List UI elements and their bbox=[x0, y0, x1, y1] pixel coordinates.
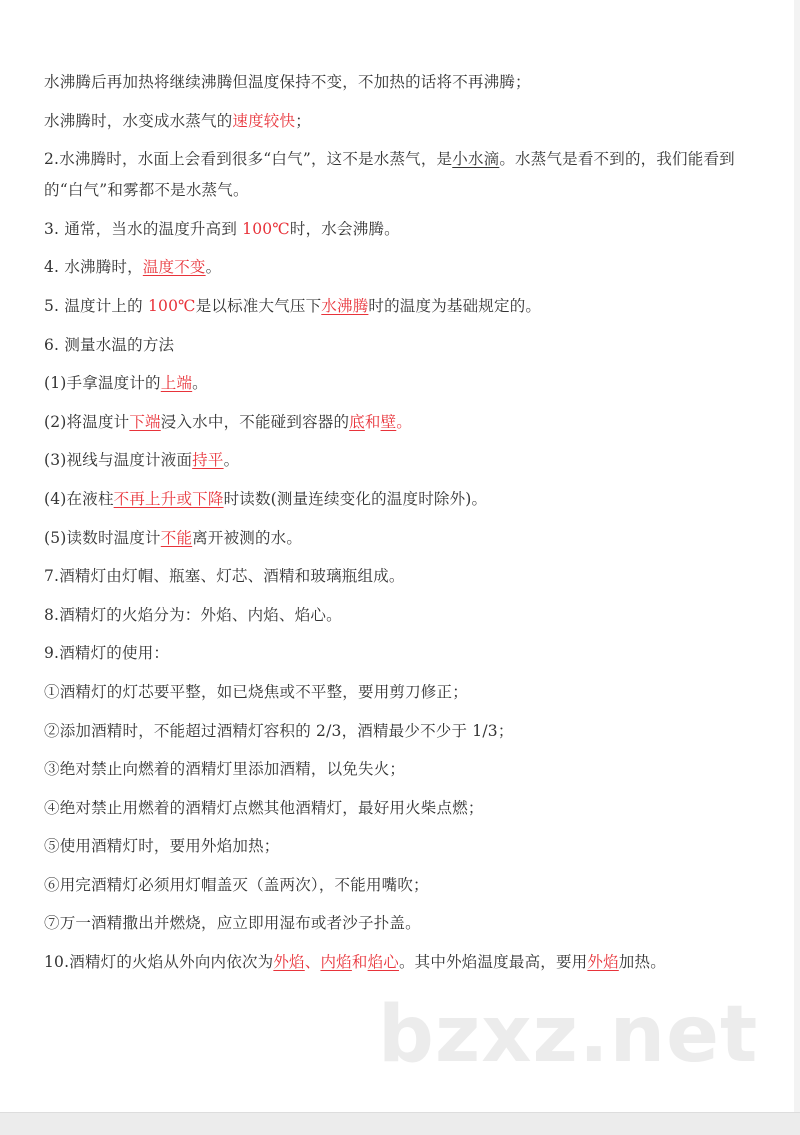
highlighted-text: 外焰 bbox=[587, 953, 619, 972]
text-run: 。 bbox=[192, 374, 208, 393]
text-run: 加热。 bbox=[618, 953, 666, 972]
highlighted-text: 。 bbox=[396, 412, 412, 431]
text-run: 2.水沸腾时，水面上会看到很多“白气”，这不是水蒸气，是 bbox=[44, 150, 453, 169]
text-run: (2)将温度计 bbox=[44, 412, 130, 431]
highlighted-text: 小水滴 bbox=[452, 150, 500, 169]
text-run: ； bbox=[295, 111, 311, 130]
paragraph bbox=[44, 106, 756, 137]
text-run: ⑥用完酒精灯必须用灯帽盖灭（盖两次），不能用嘴吹； bbox=[44, 875, 429, 894]
paragraph bbox=[44, 523, 756, 554]
text-run: 是以标准大气压下 bbox=[195, 296, 322, 315]
text-run: ⑦万一酒精撒出并燃烧，应立即用湿布或者沙子扑盖。 bbox=[44, 914, 421, 933]
highlighted-text: 下端 bbox=[129, 412, 161, 431]
text-run: ①酒精灯的灯芯要平整，如已烧焦或不平整，要用剪刀修正； bbox=[44, 682, 468, 701]
paragraph bbox=[44, 445, 756, 476]
text-run: 水沸腾后再加热将继续沸腾但温度保持不变，不加热的话将不再沸腾； bbox=[44, 73, 531, 91]
text-run: 3. 通常，当水的温度升高到 bbox=[44, 219, 243, 238]
text-run: 水沸腾时，水变成水蒸气的 bbox=[44, 111, 233, 130]
paragraph bbox=[44, 368, 756, 399]
text-run: 7.酒精灯由灯帽、瓶塞、灯芯、酒精和玻璃瓶组成。 bbox=[44, 567, 405, 586]
paragraph bbox=[44, 67, 756, 98]
highlighted-text: 内焰 bbox=[320, 953, 352, 972]
text-run: 6. 测量水温的方法 bbox=[44, 335, 175, 354]
paragraph bbox=[44, 561, 756, 592]
paragraph bbox=[44, 677, 756, 708]
text-run: ②添加酒精时，不能超过酒精灯容积的 2/3，酒精最少不少于 1/3； bbox=[44, 721, 514, 740]
text-run: ③绝对禁止向燃着的酒精灯里添加酒精，以免失火； bbox=[44, 760, 406, 779]
paragraph bbox=[44, 330, 756, 361]
highlighted-text: 水沸腾 bbox=[321, 296, 369, 315]
text-run: (4)在液柱 bbox=[44, 489, 114, 508]
highlighted-text: 速度较快 bbox=[232, 111, 296, 130]
highlighted-text: 温度不变 bbox=[142, 258, 206, 277]
highlighted-text: 壁 bbox=[380, 412, 397, 431]
paragraph bbox=[44, 716, 756, 747]
document-body bbox=[44, 67, 756, 986]
paragraph bbox=[44, 831, 756, 862]
watermark: bzxz.net bbox=[378, 990, 759, 1080]
text-run: 。 bbox=[223, 451, 240, 470]
highlighted-text: 底 bbox=[349, 412, 365, 431]
text-run: 时读数(测量连续变化的温度时除外)。 bbox=[223, 489, 488, 508]
highlighted-text: 外焰 bbox=[273, 953, 305, 972]
text-run: 。水蒸气是看不到的，我们能看到的“白气”和雾都不是水蒸气。 bbox=[44, 150, 735, 200]
text-run: 。其中外焰温度最高，要用 bbox=[398, 953, 588, 972]
text-run: 时，水会沸腾。 bbox=[289, 219, 400, 238]
paragraph bbox=[44, 793, 756, 824]
page-bottom-bar bbox=[0, 1112, 800, 1135]
paragraph bbox=[44, 214, 756, 245]
paragraph bbox=[44, 291, 756, 322]
highlighted-text: 100℃ bbox=[147, 296, 196, 315]
text-run: 8.酒精灯的火焰分为：外焰、内焰、焰心。 bbox=[44, 605, 342, 624]
text-run: 4. 水沸腾时， bbox=[44, 258, 143, 277]
highlighted-text: 100℃ bbox=[242, 219, 290, 238]
paragraph bbox=[44, 252, 756, 283]
page-edge bbox=[794, 0, 800, 1112]
paragraph bbox=[44, 407, 756, 438]
paragraph bbox=[44, 947, 756, 978]
highlighted-text: 焰心 bbox=[367, 953, 399, 972]
text-run: (5)读数时温度计 bbox=[44, 528, 161, 547]
paragraph bbox=[44, 638, 756, 669]
text-run: (3)视线与温度计液面 bbox=[44, 451, 193, 470]
text-run: (1)手拿温度计的 bbox=[44, 374, 161, 393]
paragraph bbox=[44, 484, 756, 515]
paragraph bbox=[44, 144, 756, 206]
paragraph bbox=[44, 600, 756, 631]
highlighted-text: 不能 bbox=[160, 528, 193, 547]
highlighted-text: 上端 bbox=[160, 374, 193, 393]
highlighted-text: 持平 bbox=[192, 451, 224, 470]
text-run: 浸入水中，不能碰到容器的 bbox=[160, 412, 350, 431]
text-run: 10.酒精灯的火焰从外向内依次为 bbox=[44, 953, 274, 972]
text-run: 离开被测的水。 bbox=[192, 528, 303, 547]
paragraph bbox=[44, 754, 756, 785]
highlighted-text: 和 bbox=[351, 953, 368, 972]
highlighted-text: 、 bbox=[304, 953, 321, 972]
highlighted-text: 和 bbox=[364, 412, 381, 431]
text-run: ④绝对禁止用燃着的酒精灯点燃其他酒精灯，最好用火柴点燃； bbox=[44, 798, 484, 817]
text-run: 9.酒精灯的使用： bbox=[44, 644, 170, 663]
text-run: 5. 温度计上的 bbox=[44, 296, 148, 315]
text-run: 。 bbox=[205, 258, 222, 277]
text-run: ⑤使用酒精灯时，要用外焰加热； bbox=[44, 837, 280, 856]
highlighted-text: 不再上升或下降 bbox=[113, 489, 224, 508]
paragraph bbox=[44, 870, 756, 901]
paragraph bbox=[44, 908, 756, 939]
text-run: 时的温度为基础规定的。 bbox=[368, 296, 542, 315]
